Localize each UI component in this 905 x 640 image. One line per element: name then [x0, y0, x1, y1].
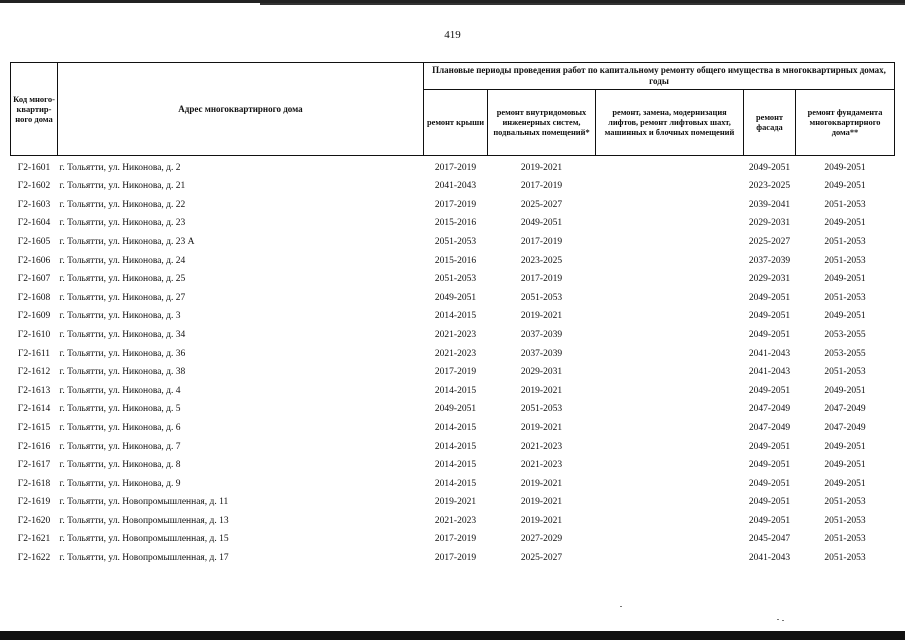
cell-code: Г2-1614 — [17, 404, 51, 415]
cell-code: Г2-1622 — [17, 553, 51, 564]
cell-elevators — [596, 305, 744, 324]
cell-facade: 2049-2051 — [748, 497, 791, 508]
cell-code: Г2-1602 — [17, 181, 51, 192]
cell-roof: 2021-2023 — [434, 329, 477, 340]
cell-facade: 2049-2051 — [744, 156, 796, 175]
cell-roof: 2014-2015 — [434, 478, 477, 489]
cell-foundation: 2051-2053 — [824, 367, 866, 378]
table-row — [11, 212, 895, 231]
table-row — [11, 305, 895, 324]
cell-code: Г2-1616 — [17, 441, 51, 452]
header-foundation: ремонт фундамента многоквартирного дома** — [796, 90, 895, 156]
cell-foundation: 2047-2049 — [824, 404, 866, 415]
repair-schedule-table — [10, 62, 895, 565]
cell-facade: 2045-2047 — [748, 534, 791, 545]
table-row — [11, 286, 895, 305]
cell-roof: 2014-2015 — [434, 311, 477, 322]
cell-code: Г2-1610 — [17, 329, 51, 340]
cell-roof: 2017-2019 — [434, 534, 477, 545]
cell-elevators — [596, 193, 744, 212]
cell-address: г. Тольятти, ул. Новопромышленная, д. 15 — [59, 534, 229, 545]
cell-elevators — [596, 212, 744, 231]
cell-elevators — [596, 175, 744, 194]
table-row — [11, 249, 895, 268]
table-row — [11, 193, 895, 212]
cell-code: Г2-1611 — [17, 348, 51, 359]
header-elevators: ремонт, замена, модернизация лифтов, ремонт лифтовых шахт, машинных и блочных помещений — [596, 90, 744, 156]
cell-elevators — [596, 286, 744, 305]
cell-roof: 2017-2019 — [434, 367, 477, 378]
cell-elevators — [596, 249, 744, 268]
table-row — [11, 342, 895, 361]
cell-address: г. Тольятти, ул. Никонова, д. 24 — [59, 255, 186, 266]
cell-roof: 2049-2051 — [434, 292, 477, 303]
cell-roof: 2014-2015 — [434, 385, 477, 396]
cell-elevators — [596, 528, 744, 547]
cell-foundation: 2051-2053 — [824, 534, 866, 545]
cell-code: Г2-1620 — [17, 515, 51, 526]
table-row — [11, 509, 895, 528]
cell-address: г. Тольятти, ул. Новопромышленная, д. 17 — [59, 553, 229, 564]
table-row — [11, 361, 895, 380]
cell-code: Г2-1603 — [17, 199, 51, 210]
cell-elevators — [596, 361, 744, 380]
cell-roof: 2017-2019 — [434, 199, 477, 210]
cell-facade: 2049-2051 — [748, 311, 791, 322]
table-body — [11, 156, 895, 566]
table-header — [11, 63, 895, 156]
cell-elevators — [596, 268, 744, 287]
cell-address: г. Тольятти, ул. Никонова, д. 7 — [59, 441, 181, 452]
cell-elevators — [596, 509, 744, 528]
cell-foundation: 2053-2055 — [824, 329, 866, 340]
cell-systems: 2023-2025 — [520, 255, 563, 266]
table-row — [11, 398, 895, 417]
cell-code: Г2-1621 — [17, 534, 51, 545]
cell-facade: 2041-2043 — [748, 348, 791, 359]
cell-systems: 2021-2023 — [520, 441, 563, 452]
cell-systems: 2019-2021 — [488, 156, 596, 175]
header-address: Адрес многоквартирного дома — [58, 63, 424, 156]
cell-foundation: 2049-2051 — [824, 274, 866, 285]
cell-systems: 2049-2051 — [520, 218, 563, 229]
cell-code: Г2-1606 — [17, 255, 51, 266]
cell-foundation: 2051-2053 — [824, 292, 866, 303]
cell-elevators — [596, 342, 744, 361]
scan-speck — [777, 619, 779, 620]
cell-roof: 2017-2019 — [434, 553, 477, 564]
cell-roof: 2014-2015 — [434, 460, 477, 471]
cell-roof: 2019-2021 — [434, 497, 477, 508]
table-row — [11, 454, 895, 473]
cell-elevators — [596, 416, 744, 435]
cell-systems: 2051-2053 — [520, 404, 563, 415]
cell-elevators — [596, 546, 744, 565]
cell-address: г. Тольятти, ул. Никонова, д. 21 — [59, 181, 186, 192]
cell-foundation: 2049-2051 — [824, 441, 866, 452]
cell-facade: 2049-2051 — [748, 515, 791, 526]
table-row — [11, 323, 895, 342]
table-row — [11, 528, 895, 547]
cell-systems: 2025-2027 — [520, 199, 563, 210]
cell-facade: 2029-2031 — [748, 218, 791, 229]
cell-elevators — [596, 472, 744, 491]
cell-facade: 2041-2043 — [748, 553, 791, 564]
page-number: 419 — [444, 29, 461, 41]
top-border-line-secondary — [260, 3, 905, 5]
cell-systems: 2025-2027 — [520, 553, 563, 564]
cell-address: г. Тольятти, ул. Никонова, д. 6 — [59, 422, 181, 433]
cell-address: г. Тольятти, ул. Никонова, д. 3 — [59, 311, 181, 322]
cell-address: г. Тольятти, ул. Новопромышленная, д. 13 — [59, 515, 229, 526]
cell-facade: 2047-2049 — [748, 404, 791, 415]
cell-facade: 2041-2043 — [748, 367, 791, 378]
cell-foundation: 2051-2053 — [824, 236, 866, 247]
cell-foundation: 2049-2051 — [824, 218, 866, 229]
cell-systems: 2017-2019 — [520, 236, 563, 247]
cell-roof: 2041-2043 — [434, 181, 477, 192]
table-row — [11, 491, 895, 510]
cell-systems: 2019-2021 — [520, 515, 563, 526]
header-roof: ремонт крыши — [424, 90, 488, 156]
cell-facade: 2049-2051 — [748, 329, 791, 340]
cell-systems: 2037-2039 — [520, 348, 563, 359]
cell-address: г. Тольятти, ул. Никонова, д. 22 — [59, 199, 186, 210]
cell-roof: 2051-2053 — [434, 274, 477, 285]
cell-foundation: 2047-2049 — [824, 422, 866, 433]
bottom-border-line — [0, 631, 905, 640]
cell-foundation: 2049-2051 — [824, 311, 866, 322]
cell-address: г. Тольятти, ул. Никонова, д. 8 — [59, 460, 181, 471]
cell-address: г. Тольятти, ул. Никонова, д. 2 — [58, 156, 424, 175]
cell-foundation: 2049-2051 — [824, 181, 866, 192]
cell-foundation: 2049-2051 — [824, 385, 866, 396]
cell-address: г. Тольятти, ул. Никонова, д. 36 — [59, 348, 186, 359]
cell-foundation: 2053-2055 — [824, 348, 866, 359]
header-systems: ремонт внутридомовых инженерных систем, подвальных помещений* — [488, 90, 596, 156]
cell-foundation: 2051-2053 — [824, 515, 866, 526]
cell-code: Г2-1607 — [17, 274, 51, 285]
cell-elevators — [596, 435, 744, 454]
cell-code: Г2-1618 — [17, 478, 51, 489]
cell-roof: 2051-2053 — [434, 236, 477, 247]
cell-address: г. Тольятти, ул. Никонова, д. 23 — [59, 218, 186, 229]
cell-facade: 2047-2049 — [748, 422, 791, 433]
cell-systems: 2021-2023 — [520, 460, 563, 471]
cell-facade: 2039-2041 — [748, 199, 791, 210]
cell-elevators — [596, 454, 744, 473]
scan-speck — [782, 620, 784, 621]
cell-systems: 2019-2021 — [520, 478, 563, 489]
cell-facade: 2049-2051 — [748, 460, 791, 471]
cell-code: Г2-1601 — [11, 156, 58, 175]
cell-facade: 2049-2051 — [748, 478, 791, 489]
cell-roof: 2021-2023 — [434, 348, 477, 359]
scan-speck — [620, 606, 622, 607]
cell-address: г. Тольятти, ул. Никонова, д. 27 — [59, 292, 186, 303]
cell-systems: 2029-2031 — [520, 367, 563, 378]
cell-elevators — [596, 398, 744, 417]
cell-address: г. Тольятти, ул. Никонова, д. 5 — [59, 404, 181, 415]
header-code: Код много-квартир-ного дома — [11, 63, 58, 156]
cell-roof: 2015-2016 — [434, 255, 477, 266]
cell-systems: 2019-2021 — [520, 311, 563, 322]
table-row — [11, 435, 895, 454]
cell-facade: 2049-2051 — [748, 441, 791, 452]
cell-roof: 2021-2023 — [434, 515, 477, 526]
cell-code: Г2-1615 — [17, 422, 51, 433]
table-row — [11, 175, 895, 194]
table-row — [11, 546, 895, 565]
table-row — [11, 379, 895, 398]
cell-systems: 2019-2021 — [520, 422, 563, 433]
cell-systems: 2019-2021 — [520, 385, 563, 396]
cell-code: Г2-1609 — [17, 311, 51, 322]
cell-elevators — [596, 230, 744, 249]
cell-roof: 2014-2015 — [434, 422, 477, 433]
cell-facade: 2029-2031 — [748, 274, 791, 285]
cell-code: Г2-1604 — [17, 218, 51, 229]
cell-address: г. Тольятти, ул. Никонова, д. 38 — [59, 367, 186, 378]
cell-elevators — [596, 323, 744, 342]
header-planned-periods: Плановые периоды проведения работ по капитальному ремонту общего имущества в многоквартирных домах, годы — [424, 63, 895, 90]
cell-roof: 2049-2051 — [434, 404, 477, 415]
header-facade: ремонт фасада — [744, 90, 796, 156]
cell-code: Г2-1613 — [17, 385, 51, 396]
cell-foundation: 2051-2053 — [824, 497, 866, 508]
cell-roof: 2014-2015 — [434, 441, 477, 452]
cell-foundation: 2051-2053 — [824, 553, 866, 564]
cell-address: г. Тольятти, ул. Никонова, д. 4 — [59, 385, 181, 396]
cell-systems: 2019-2021 — [520, 497, 563, 508]
cell-foundation: 2049-2051 — [824, 460, 866, 471]
cell-foundation: 2049-2051 — [824, 478, 866, 489]
cell-systems: 2017-2019 — [520, 274, 563, 285]
cell-code: Г2-1608 — [17, 292, 51, 303]
cell-facade: 2025-2027 — [748, 236, 791, 247]
cell-foundation: 2051-2053 — [824, 255, 866, 266]
cell-facade: 2049-2051 — [748, 292, 791, 303]
cell-address: г. Тольятти, ул. Никонова, д. 9 — [59, 478, 181, 489]
cell-address: г. Тольятти, ул. Никонова, д. 23 А — [59, 236, 195, 247]
cell-code: Г2-1612 — [17, 367, 51, 378]
table-row — [11, 230, 895, 249]
table-row — [11, 416, 895, 435]
cell-systems: 2037-2039 — [520, 329, 563, 340]
cell-code: Г2-1619 — [17, 497, 51, 508]
table-row — [11, 156, 895, 175]
cell-code: Г2-1617 — [17, 460, 51, 471]
cell-systems: 2027-2029 — [520, 534, 563, 545]
cell-roof: 2015-2016 — [434, 218, 477, 229]
cell-facade: 2049-2051 — [748, 385, 791, 396]
cell-address: г. Тольятти, ул. Никонова, д. 25 — [59, 274, 186, 285]
table-row — [11, 472, 895, 491]
table-row — [11, 268, 895, 287]
cell-roof: 2017-2019 — [424, 156, 488, 175]
cell-systems: 2017-2019 — [520, 181, 563, 192]
cell-address: г. Тольятти, ул. Новопромышленная, д. 11 — [59, 497, 229, 508]
cell-foundation: 2049-2051 — [796, 156, 895, 175]
cell-facade: 2023-2025 — [748, 181, 791, 192]
cell-foundation: 2051-2053 — [824, 199, 866, 210]
cell-elevators — [596, 379, 744, 398]
cell-elevators — [596, 156, 744, 175]
cell-code: Г2-1605 — [17, 236, 51, 247]
cell-elevators — [596, 491, 744, 510]
cell-facade: 2037-2039 — [748, 255, 791, 266]
cell-address: г. Тольятти, ул. Никонова, д. 34 — [59, 329, 186, 340]
cell-systems: 2051-2053 — [520, 292, 563, 303]
